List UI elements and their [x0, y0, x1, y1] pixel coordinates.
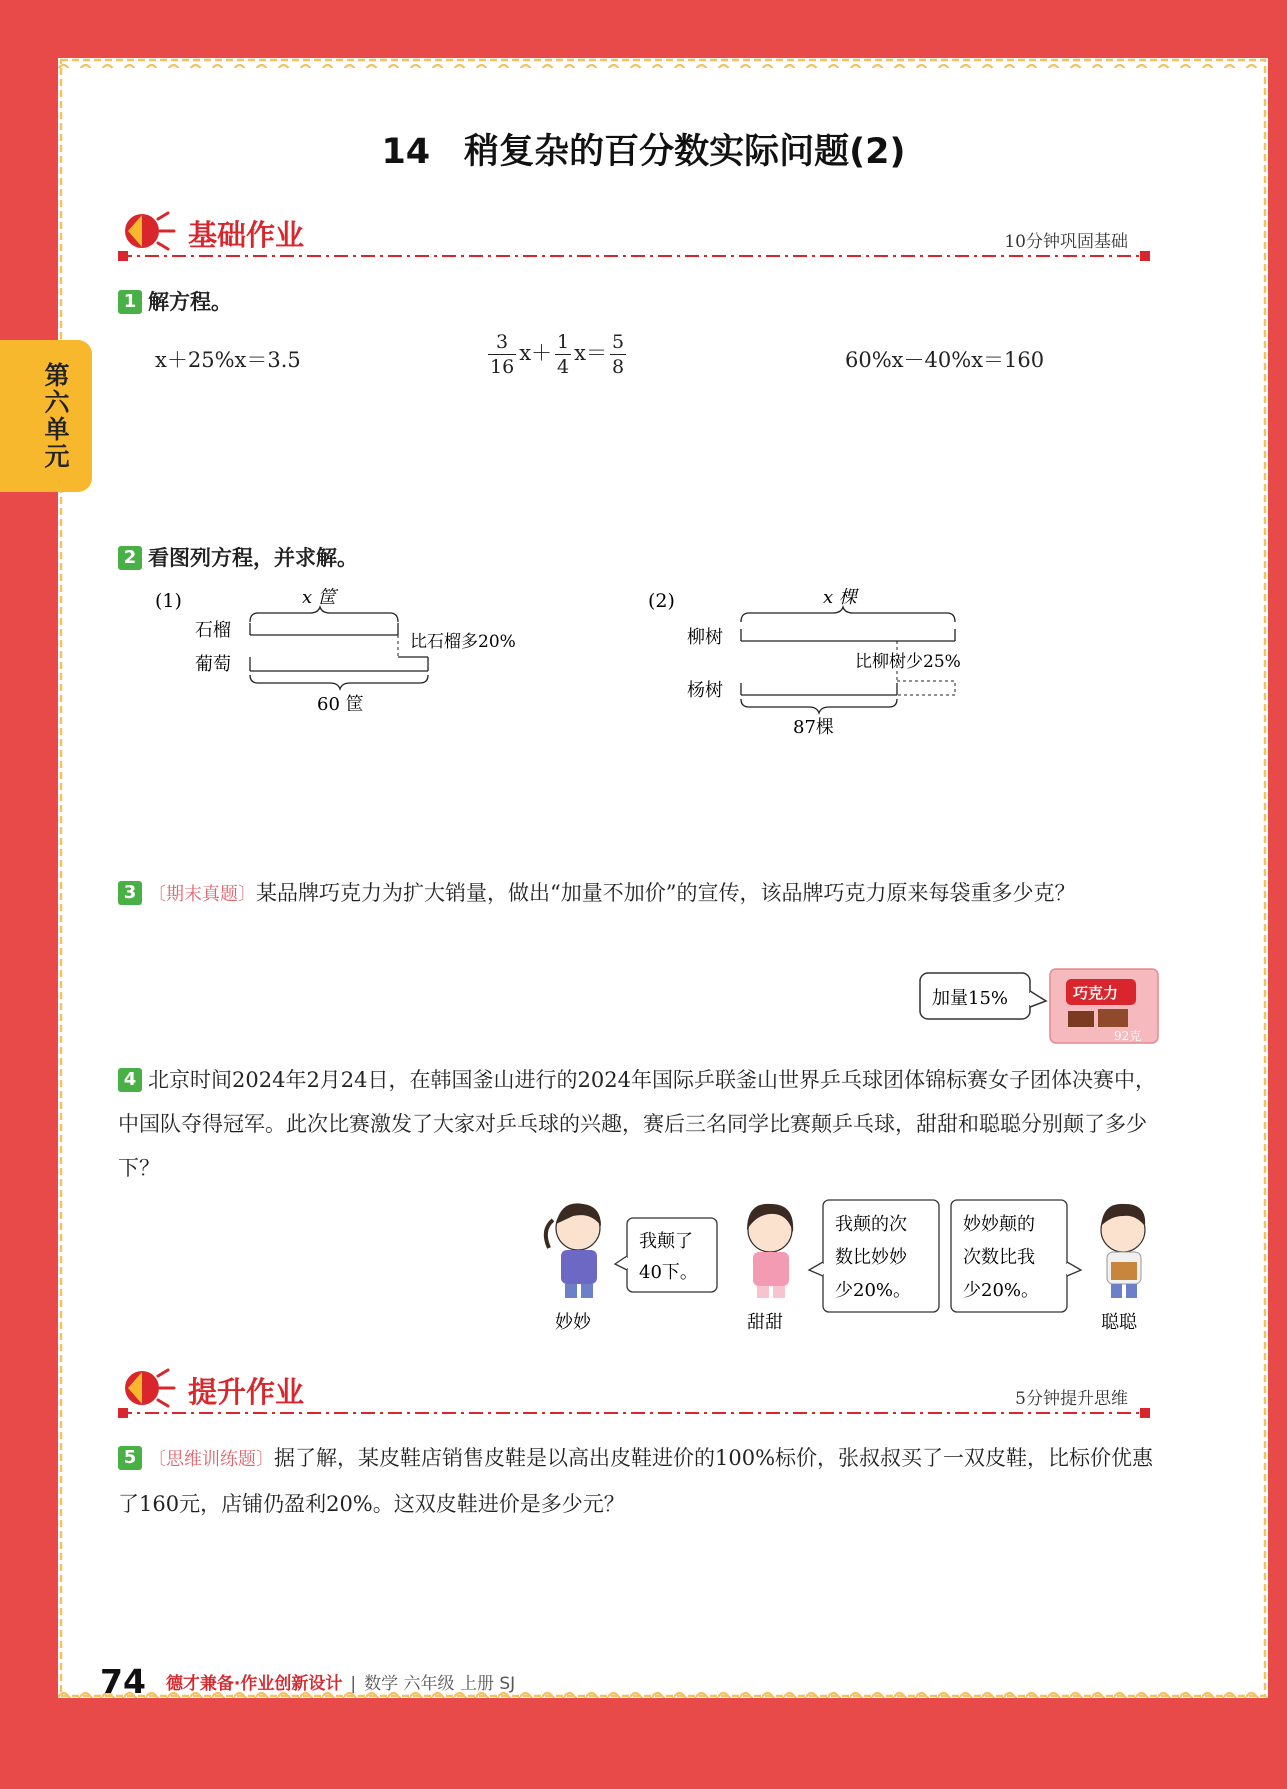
bubble-line: 妙妙颠的	[963, 1214, 1035, 1235]
bubble-line: 数比妙妙	[835, 1247, 907, 1268]
page-title	[0, 124, 1287, 174]
frac-numerator: 3	[488, 330, 516, 355]
section-rule	[118, 249, 1158, 263]
lesson-number: 14	[381, 132, 431, 172]
unit-tab-label: 第六单元	[41, 362, 70, 470]
unit-tab	[0, 340, 92, 492]
chocolate-illustration	[918, 965, 1168, 1047]
bubble-line: 我颠的次	[835, 1214, 907, 1235]
question-text: 某品牌巧克力为扩大销量，做出“加量不加价”的宣传，该品牌巧克力原来每袋重多少克？	[256, 881, 1076, 905]
bubble-text: 加量15%	[932, 988, 1009, 1009]
girl-tiantian-icon	[747, 1204, 793, 1298]
row-label: 杨树	[687, 680, 723, 701]
diagram-label: (2)	[648, 590, 675, 612]
bubble-line: 40下。	[639, 1262, 698, 1283]
equation-3: 60%x－40%x＝160	[845, 348, 1045, 372]
eq-op: x＋	[519, 341, 553, 365]
lesson-title: 稍复杂的百分数实际问题(2)	[464, 132, 906, 172]
brace-bottom-label: 87棵	[793, 717, 834, 735]
question-heading: 看图列方程，并求解。	[148, 546, 358, 570]
person-name: 妙妙	[555, 1312, 591, 1333]
person-name: 聪聪	[1101, 1312, 1137, 1333]
bubble-line: 次数比我	[963, 1247, 1035, 1268]
brace-top-label: x 筐	[302, 587, 336, 608]
row-label: 葡萄	[195, 654, 231, 675]
section-advanced-label: 提升作业	[188, 1375, 305, 1409]
diagram-label: (1)	[155, 590, 182, 612]
question-number: 1	[118, 290, 142, 314]
section-basic-header	[118, 205, 1158, 265]
question-text: 北京时间2024年2月24日，在韩国釜山进行的2024年国际乒联釜山世界乒乓球团体锦标赛女子团体决赛中，中国队夺得冠军。此次比赛激发了大家对乒乓球的兴趣，赛后三名同学比赛颠乒乓球，甜甜和聪聪分别颠了多少下？	[118, 1068, 1156, 1180]
section-basic-hint: 10分钟巩固基础	[1004, 232, 1128, 252]
dialogue-illustration	[525, 1190, 1165, 1340]
pack-weight: 92克	[1114, 1029, 1142, 1043]
equation-2	[485, 330, 629, 379]
section-basic-label: 基础作业	[188, 218, 305, 252]
footer-info: 数学 六年级 上册 SJ	[364, 1674, 516, 1694]
bubble-line: 少20%。	[963, 1280, 1040, 1301]
bubble-line: 少20%。	[835, 1280, 912, 1301]
question-number: 5	[118, 1446, 142, 1470]
question-1	[118, 280, 1163, 324]
diagram-2	[645, 585, 1025, 735]
girl-miaomiao-icon	[546, 1203, 601, 1298]
section-advanced-hint: 5分钟提升思维	[1015, 1389, 1128, 1409]
pack-label: 巧克力	[1073, 984, 1119, 1002]
brace-bottom-label: 60 筐	[317, 694, 364, 715]
question-5	[118, 1436, 1163, 1526]
frac-denominator: 4	[557, 356, 570, 378]
row-label: 石榴	[195, 620, 231, 641]
question-tag: 〔思维训练题〕	[148, 1449, 274, 1470]
equation-1: x＋25%x＝3.5	[155, 348, 301, 372]
diagram-1	[150, 585, 570, 720]
question-tag: 〔期末真题〕	[148, 884, 256, 905]
question-3	[118, 871, 1163, 917]
person-name: 甜甜	[747, 1312, 783, 1333]
eq-op: x＝	[574, 341, 607, 365]
section-rule	[118, 1406, 1158, 1420]
brace-top-label: x 棵	[823, 587, 857, 608]
question-4	[118, 1058, 1163, 1190]
question-number: 4	[118, 1068, 142, 1092]
page-number: 74	[100, 1662, 146, 1701]
page-footer: 74 德才兼备·作业创新设计 | 数学 六年级 上册 SJ	[100, 1662, 516, 1701]
question-number: 3	[118, 881, 142, 905]
frac-denominator: 8	[611, 356, 625, 378]
question-heading: 解方程。	[148, 290, 232, 314]
question-2	[118, 536, 1163, 580]
footer-brand: 德才兼备·作业创新设计	[165, 1674, 343, 1694]
frac-numerator: 5	[611, 331, 625, 353]
frac-numerator: 1	[557, 331, 570, 353]
question-number: 2	[118, 546, 142, 570]
question-text: 据了解，某皮鞋店销售皮鞋是以高出皮鞋进价的100%标价，张叔叔买了一双皮鞋，比标价优惠了160元，店铺仍盈利20%。这双皮鞋进价是多少元？	[118, 1446, 1154, 1516]
boy-congcong-icon	[1101, 1204, 1145, 1298]
frac-denominator: 16	[490, 356, 515, 378]
bubble-line: 我颠了	[639, 1231, 693, 1252]
diagram-note: 比石榴多20%	[410, 632, 516, 652]
section-advanced-header	[118, 1362, 1158, 1422]
diagram-note: 比柳树少25%	[855, 652, 961, 672]
row-label: 柳树	[687, 627, 723, 648]
